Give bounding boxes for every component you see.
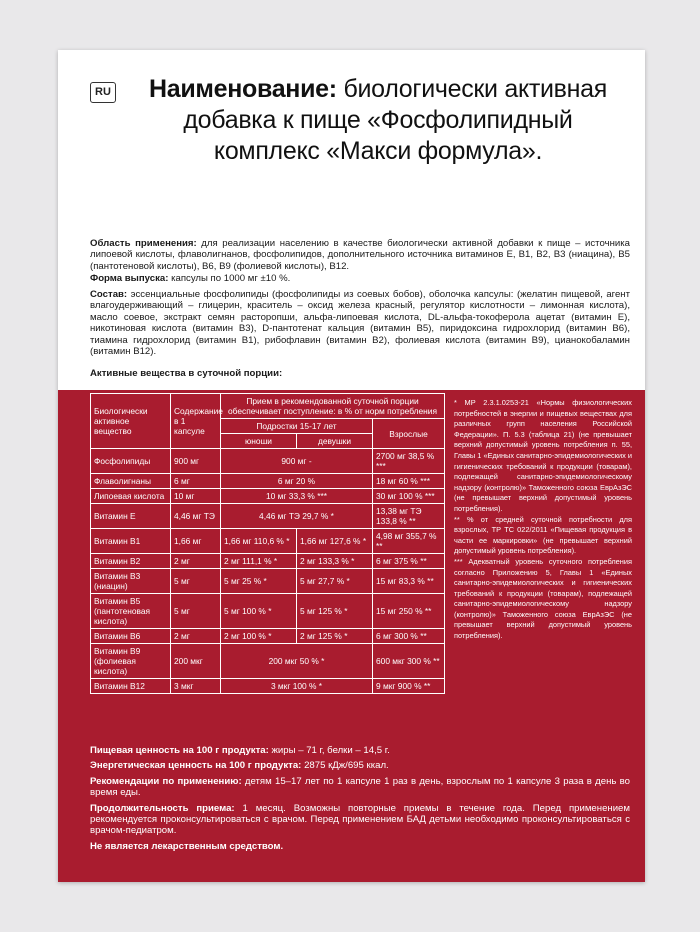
cell-boys: 1,66 мг 110,6 % * — [221, 529, 297, 554]
table-row — [91, 449, 445, 474]
composition-section — [90, 289, 630, 357]
cell-girls: 5 мг 27,7 % * — [297, 569, 373, 594]
disclaimer: Не является лекарственным средством. — [90, 840, 284, 852]
cell-substance: Липоевая кислота — [91, 489, 171, 504]
cell-content: 2 мг — [171, 554, 221, 569]
energy-value: Энергетическая ценность на 100 г продукта: 2875 кДж/695 ккал. — [90, 760, 389, 772]
cell-boys: 2 мг 100 % * — [221, 629, 297, 644]
language-badge: RU — [90, 82, 116, 103]
title-text: биологически активная добавка к пище «Фосфолипидный комплекс «Макси формула». — [183, 75, 608, 165]
cell-content: 10 мг — [171, 489, 221, 504]
table-row — [91, 569, 445, 594]
header-content: Содержание в 1 капсуле — [171, 394, 221, 449]
duration: Продолжительность приема: 1 месяц. Возможны повторные приемы в течение года. Перед применением рекомендуется проконсультироваться с врачом. Перед применением БАД детьми необходимо проконсультироваться с врачом-педиатром. — [90, 802, 630, 837]
cell-substance: Флаволигнаны — [91, 474, 171, 489]
cell-girls: 2 мг 133,3 % * — [297, 554, 373, 569]
header-boys: юноши — [221, 434, 297, 449]
cell-adults: 30 мг 100 % *** — [373, 489, 445, 504]
cell-substance: Витамин В12 — [91, 679, 171, 694]
cell-teens: 3 мкг 100 % * — [221, 679, 373, 694]
cell-boys: 2 мг 111,1 % * — [221, 554, 297, 569]
header-intake: Прием в рекомендованной суточной порции обеспечивает поступление: в % от норм потребления — [221, 394, 445, 419]
table-row — [91, 529, 445, 554]
table-row — [91, 629, 445, 644]
cell-substance: Витамин В5 (пантотеновая кислота) — [91, 594, 171, 629]
header-adults: Взрослые — [373, 419, 445, 449]
composition-label: Состав: — [90, 289, 128, 300]
cell-adults: 15 мг 250 % ** — [373, 594, 445, 629]
cell-adults: 6 мг 375 % ** — [373, 554, 445, 569]
cell-content: 5 мг — [171, 594, 221, 629]
application-section — [90, 238, 630, 272]
nutrition-value: Пищевая ценность на 100 г продукта: жиры – 71 г, белки – 14,5 г. — [90, 745, 390, 756]
cell-teens: 4,46 мг ТЭ 29,7 % * — [221, 504, 373, 529]
cell-adults: 15 мг 83,3 % ** — [373, 569, 445, 594]
nutrient-table-wrap — [90, 393, 444, 694]
cell-boys: 5 мг 100 % * — [221, 594, 297, 629]
cell-girls: 1,66 мг 127,6 % * — [297, 529, 373, 554]
recommendation: Рекомендации по применению: детям 15–17 лет по 1 капсуле 1 раз в день, взрослым по 1 капсуле 3 раза в день во время еды. — [90, 775, 630, 799]
form-text: капсулы по 1000 мг ±10 %. — [171, 273, 291, 284]
cell-content: 1,66 мг — [171, 529, 221, 554]
application-text: для реализации населению в качестве биологически активной добавки к пище – источника липоевой кислоты, флаволигнанов, фосфолипидов, дополнительного источника витаминов Е, В1, В2, В3 (ниацина), В5 (пантотеновой кислоты), В6, В9 (фолиевой кислоты), В12. — [90, 238, 630, 272]
cell-girls: 5 мг 125 % * — [297, 594, 373, 629]
cell-adults: 600 мкг 300 % ** — [373, 644, 445, 679]
table-row — [91, 594, 445, 629]
nutrient-table — [90, 393, 445, 694]
cell-substance: Витамин В6 — [91, 629, 171, 644]
cell-content: 3 мкг — [171, 679, 221, 694]
table-row — [91, 644, 445, 679]
cell-content: 5 мг — [171, 569, 221, 594]
header-teens: Подростки 15-17 лет — [221, 419, 373, 434]
table-row — [91, 489, 445, 504]
title-label: Наименование: — [148, 75, 337, 103]
footnote-1: * МР 2.3.1.0253-21 «Нормы физиологических потребностей в энергии и пищевых веществах для различных групп населения Российской Федерации». П. 5.3 (таблица 21) (не превышает верхний допустимый уровень потребления п. 55, Главы 1 «Единых санитарно-эпидемиологических и гигиенических требований к продукции (товарам), подлежащей санитарно-эпидемиологическому надзору (контролю)» Таможенного союза ЕврАзЭС (не превышает верхний допустимый уровень потребления). — [454, 398, 632, 513]
cell-content: 4,46 мг ТЭ — [171, 504, 221, 529]
cell-content: 900 мг — [171, 449, 221, 474]
form-section — [90, 273, 630, 284]
header-substance: Биологически активное вещество — [91, 394, 171, 449]
form-label: Форма выпуска: — [90, 273, 169, 284]
cell-teens: 10 мг 33,3 % *** — [221, 489, 373, 504]
table-header-row — [91, 394, 445, 419]
cell-content: 200 мкг — [171, 644, 221, 679]
active-substances-heading: Активные вещества в суточной порции: — [90, 368, 283, 379]
usage-info — [90, 745, 630, 856]
cell-substance: Витамин В3 (ниацин) — [91, 569, 171, 594]
cell-adults: 9 мкг 900 % ** — [373, 679, 445, 694]
cell-substance: Фосфолипиды — [91, 449, 171, 474]
application-label: Область применения: — [90, 238, 197, 249]
footnotes — [454, 398, 632, 642]
cell-substance: Витамин В9 (фолиевая кислота) — [91, 644, 171, 679]
cell-teens: 900 мг - — [221, 449, 373, 474]
table-row — [91, 474, 445, 489]
cell-substance: Витамин Е — [91, 504, 171, 529]
footnote-2: ** % от средней суточной потребности для взрослых, ТР ТС 022/2011 «Пищевая продукция в части ее маркировки» (не превышает верхний допустимый уровень потребления). — [454, 514, 632, 556]
cell-substance: Витамин В1 — [91, 529, 171, 554]
cell-boys: 5 мг 25 % * — [221, 569, 297, 594]
table-row — [91, 554, 445, 569]
cell-teens: 6 мг 20 % — [221, 474, 373, 489]
footnote-3: *** Адекватный уровень суточного потребления согласно Приложению 5, Главы 1 «Единых санитарно-эпидемиологических и гигиенических требований к продукции (товарам), подлежащей санитарно-эпидемиологическому надзору (контролю)» Таможенного союза ЕврАзЭС (не превышает верхний допустимый уровень потребления). — [454, 556, 632, 641]
cell-content: 6 мг — [171, 474, 221, 489]
cell-adults: 4,98 мг 355,7 % ** — [373, 529, 445, 554]
composition-text: эссенциальные фосфолипиды (фосфолипиды из соевых бобов), оболочка капсулы: (желатин пищевой, агент влагоудерживающий – глицерин, краситель – оксид железа красный, регулятор кислотности – лимонная кислота), масло соевое, экстракт семян расторопши, альфа-липоевая кислота, DL-альфа-токоферола ацетат (витамин Е), никотиновая кислота (витамин В3), D-пантотенат кальция (витамин В5), пиридоксина гидрохлорид (витамин В6), тиамина гидрохлорид (витамин В1), рибофлавин (витамин В2), фолиевая кислота (витамин В9), цианокобаламин (витамин В12). — [90, 289, 630, 358]
cell-teens: 200 мкг 50 % * — [221, 644, 373, 679]
product-title — [128, 74, 628, 167]
cell-adults: 13,38 мг ТЭ 133,8 % ** — [373, 504, 445, 529]
cell-adults: 6 мг 300 % ** — [373, 629, 445, 644]
table-row — [91, 504, 445, 529]
cell-adults: 2700 мг 38,5 % *** — [373, 449, 445, 474]
cell-girls: 2 мг 125 % * — [297, 629, 373, 644]
package-panel — [58, 50, 645, 882]
cell-substance: Витамин В2 — [91, 554, 171, 569]
cell-adults: 18 мг 60 % *** — [373, 474, 445, 489]
cell-content: 2 мг — [171, 629, 221, 644]
table-row — [91, 679, 445, 694]
header-girls: девушки — [297, 434, 373, 449]
